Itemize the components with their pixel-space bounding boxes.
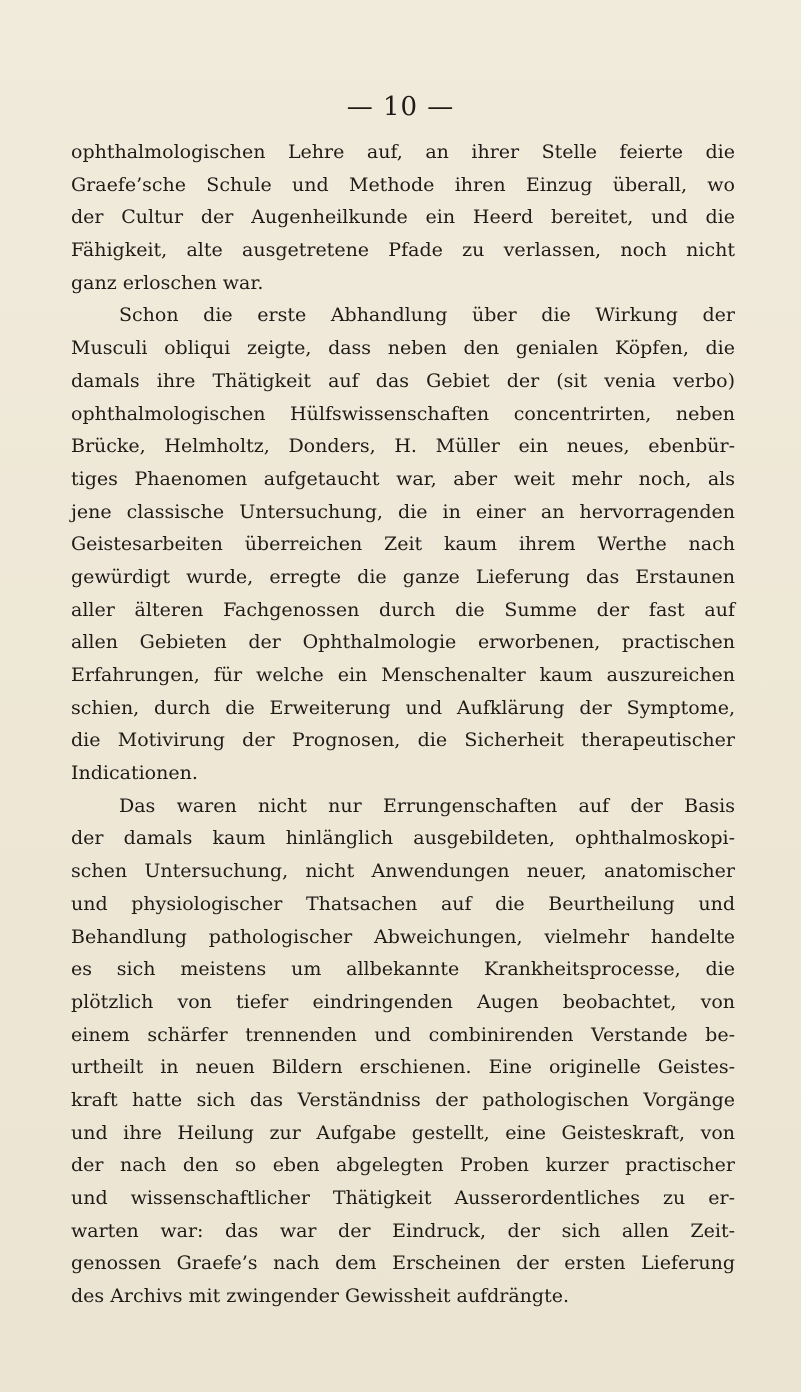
- text-line: aller älteren Fachgenossen durch die Summe der fast auf: [71, 598, 735, 621]
- text-line: damals ihre Thätigkeit auf das Gebiet der (sit venia verbo): [71, 369, 735, 392]
- text-line: der Cultur der Augenheilkunde ein Heerd bereitet, und die: [71, 206, 735, 229]
- text-line: Das waren nicht nur Errungenschaften auf der Basis: [119, 794, 735, 817]
- text-line: urtheilt in neuen Bildern erschienen. Eine originelle Geistes-: [71, 1056, 735, 1079]
- text-line: einem schärfer trennenden und combinirenden Verstande be-: [71, 1023, 735, 1046]
- text-line: plötzlich von tiefer eindringenden Augen beobachtet, von: [71, 990, 735, 1013]
- text-line: Erfahrungen, für welche ein Menschenalter kaum auszureichen: [71, 664, 735, 686]
- text-line: Geistesarbeiten überreichen Zeit kaum ihrem Werthe nach: [71, 533, 735, 556]
- text-line: des Archivs mit zwingender Gewissheit aufdrängte.: [71, 1285, 569, 1308]
- text-line: gewürdigt wurde, erregte die ganze Lieferung das Erstaunen: [71, 565, 735, 588]
- text-line: schien, durch die Erweiterung und Aufklärung der Symptome,: [71, 696, 735, 719]
- text-line: Schon die erste Abhandlung über die Wirkung der: [119, 304, 735, 327]
- text-line: Behandlung pathologischer Abweichungen, vielmehr handelte: [71, 925, 735, 948]
- text-line: ophthalmologischen Lehre auf, an ihrer Stelle feierte die: [71, 141, 735, 163]
- text-line: Graefe’sche Schule und Methode ihren Einzug überall, wo: [71, 173, 735, 196]
- text-line: warten war: das war der Eindruck, der sich allen Zeit-: [71, 1219, 735, 1242]
- text-line: tiges Phaenomen aufgetaucht war, aber weit mehr noch, als: [71, 467, 735, 490]
- text-line: allen Gebieten der Ophthalmologie erworbenen, practischen: [71, 631, 735, 654]
- body-text: [71, 136, 735, 1313]
- text-line: Fähigkeit, alte ausgetretene Pfade zu verlassen, noch nicht: [71, 239, 735, 262]
- text-line: und physiologischer Thatsachen auf die Beurtheilung und: [71, 892, 735, 915]
- text-line: Brücke, Helmholtz, Donders, H. Müller ein neues, ebenbür-: [71, 435, 735, 458]
- text-line: es sich meistens um allbekannte Krankheitsprocesse, die: [71, 958, 735, 981]
- text-line: ganz erloschen war.: [71, 271, 264, 294]
- text-line: Indicationen.: [71, 762, 198, 785]
- page-number: — 10 —: [346, 92, 455, 122]
- text-line: jene classische Untersuchung, die in einer an hervorragenden: [71, 500, 735, 523]
- text-line: Musculi obliqui zeigte, dass neben den genialen Köpfen, die: [71, 337, 735, 360]
- text-line: ophthalmologischen Hülfswissenschaften concentrirten, neben: [71, 402, 735, 425]
- text-line: der nach den so eben abgelegten Proben kurzer practischer: [71, 1154, 735, 1177]
- text-line: die Motivirung der Prognosen, die Sicherheit therapeutischer: [71, 729, 735, 752]
- text-line: und ihre Heilung zur Aufgabe gestellt, eine Geisteskraft, von: [71, 1121, 735, 1144]
- text-line: kraft hatte sich das Verständniss der pathologischen Vorgänge: [71, 1088, 735, 1111]
- text-line: und wissenschaftlicher Thätigkeit Ausserordentliches zu er-: [71, 1187, 735, 1209]
- text-line: der damals kaum hinlänglich ausgebildeten, ophthalmoskopi-: [71, 827, 735, 850]
- text-line: schen Untersuchung, nicht Anwendungen neuer, anatomischer: [71, 860, 735, 883]
- text-line: genossen Graefe’s nach dem Erscheinen der ersten Lieferung: [71, 1252, 735, 1275]
